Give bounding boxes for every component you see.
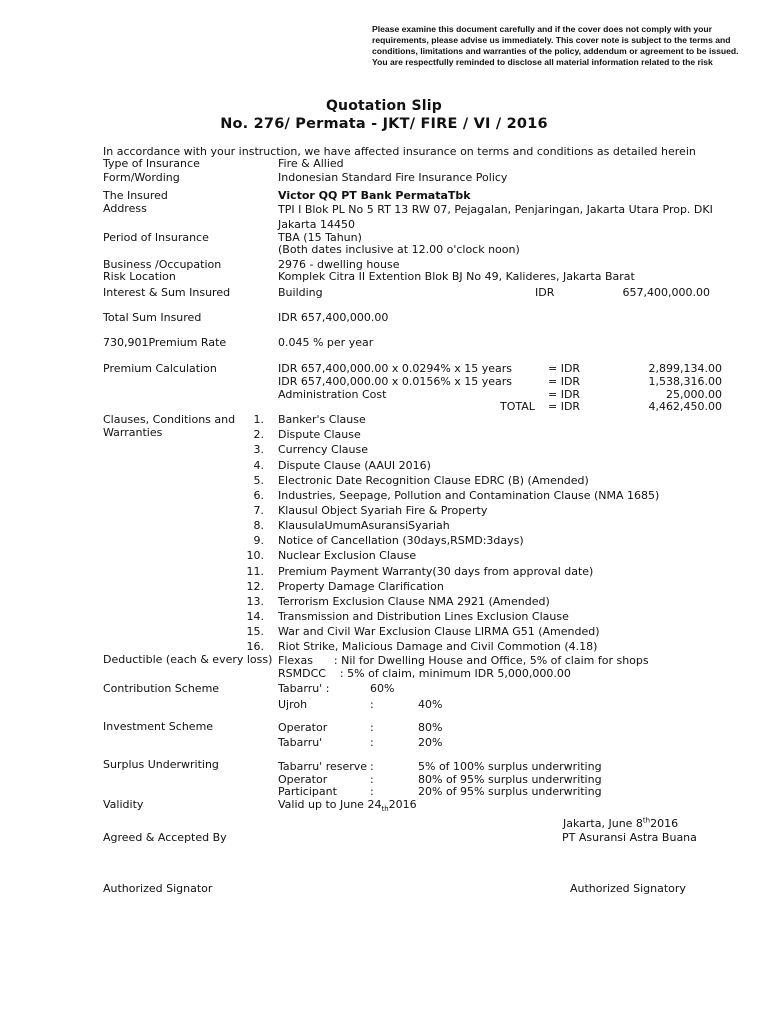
premium-row-amount: 25,000.00 [666,388,722,401]
clause-item: Transmission and Distribution Lines Exclusion Clause [278,610,569,623]
clause-item: Banker's Clause [278,413,366,426]
surplus-value: 5% of 100% surplus underwriting [418,760,602,773]
type-value: Fire & Allied [278,157,344,170]
type-label: Type of Insurance [103,157,200,170]
surplus-value: 80% of 95% surplus underwriting [418,773,602,786]
investment-colon: : [370,721,374,734]
clause-number: 15. [246,625,264,638]
premium-rate-value: 0.045 % per year [278,336,374,349]
premium-total-eq: = IDR [548,400,581,413]
address-label: Address [103,202,147,215]
period-note: (Both dates inclusive at 12.00 o'clock noon) [278,243,520,256]
period-label: Period of Insurance [103,231,209,244]
clause-item: Industries, Seepage, Pollution and Contamination Clause (NMA 1685) [278,489,660,502]
investment-colon: : [370,736,374,749]
surplus-colon: : [370,760,374,773]
clause-number: 10. [246,549,264,562]
clause-item: Nuclear Exclusion Clause [278,549,417,562]
ujroh-colon: : [370,698,374,711]
period-value: TBA (15 Tahun) [278,231,362,244]
contribution-label: Contribution Scheme [103,682,220,695]
clause-item: War and Civil War Exclusion Clause LIRMA G51 (Amended) [278,625,600,638]
clause-item: Dispute Clause [278,428,361,441]
investment-key: Operator [278,721,328,734]
clause-number: 14. [246,610,264,623]
surplus-label: Surplus Underwriting [103,758,219,771]
clause-number: 4. [253,459,264,472]
premium-row-desc: IDR 657,400,000.00 x 0.0294% x 15 years [278,362,513,375]
notice-text: Please examine this document carefully and if the cover does not comply with your requirements, please advise us immediately. This cover note is subject to the terms and conditions, limitations and warranties of the policy, addendum or agreement to be issued. You are respectfully reminded to disclose all material information related to the risk [372,24,739,67]
clauses-label-line-1: Clauses, Conditions and [103,413,236,426]
premium-row-amount: 1,538,316.00 [648,375,722,388]
surplus-value: 20% of 95% surplus underwriting [418,785,602,798]
premium-row-desc: IDR 657,400,000.00 x 0.0156% x 15 years [278,375,513,388]
clause-item: KlausulaUmumAsuransiSyariah [278,519,450,532]
clause-number: 16. [246,640,264,653]
ujroh-value: 40% [418,698,443,711]
premium-total-label: TOTAL [500,400,535,413]
risk-value: Komplek Citra II Extention Blok BJ No 49, Kalideres, Jakarta Barat [278,270,635,283]
deductible-line-2: RSMDCC : 5% of claim, minimum IDR 5,000,000.00 [278,667,571,680]
interest-currency: IDR [535,286,555,299]
insured-value: Victor QQ PT Bank PermataTbk [278,189,471,202]
clause-number: 12. [246,580,264,593]
clause-item: Currency Clause [278,443,369,456]
premium-row-eq: = IDR [548,375,581,388]
deductible-line-1: Flexas : Nil for Dwelling House and Office, 5% of claim for shops [278,654,649,667]
address-line-1: TPI I Blok PL No 5 RT 13 RW 07, Pejagalan, Penjaringan, Jakarta Utara Prop. DKI [278,203,713,216]
document-title: Quotation Slip [325,98,443,114]
premium-row-eq: = IDR [548,388,581,401]
clause-number: 5. [253,474,264,487]
clauses-label-line-2: Warranties [103,426,163,439]
investment-key: Tabarru' [278,736,323,749]
interest-amount: 657,400,000.00 [622,286,710,299]
clause-number: 6. [253,489,264,502]
clause-number: 8. [253,519,264,532]
clause-number: 9. [253,534,264,547]
quotation-number: No. 276/ Permata - JKT/ FIRE / VI / 2016 [220,116,548,132]
clause-number: 1. [253,413,264,426]
investment-value: 80% [418,721,443,734]
business-value: 2976 - dwelling house [278,258,400,271]
interest-item: Building [278,286,323,299]
company-name: PT Asuransi Astra Buana [562,831,697,844]
premium-row-desc: Administration Cost [278,388,387,401]
surplus-key: Operator [278,773,328,786]
total-sum-value: IDR 657,400,000.00 [278,311,389,324]
premium-calc-label: Premium Calculation [103,362,217,375]
validity-value: Valid up to June $24_{th}2016$ [278,798,417,814]
address-line-2: Jakarta 14450 [278,218,355,231]
surplus-key: Tabarru' reserve [278,760,368,773]
clause-item: Klausul Object Syariah Fire & Property [278,504,488,517]
validity-label: Validity [103,798,144,811]
form-value: Indonesian Standard Fire Insurance Policy [278,171,508,184]
clause-number: 2. [253,428,264,441]
clause-number: 3. [253,443,264,456]
clause-item: Notice of Cancellation (30days,RSMD:3days) [278,534,524,547]
clause-item: Premium Payment Warranty(30 days from approval date) [278,565,594,578]
form-label: Form/Wording [103,171,180,184]
premium-row-eq: = IDR [548,362,581,375]
ujroh-label: Ujroh [278,698,308,711]
clause-number: 13. [246,595,264,608]
premium-rate-label: 730,901Premium Rate [103,336,227,349]
insured-label: The Insured [103,189,168,202]
investment-label: Investment Scheme [103,720,214,733]
intro-text: In accordance with your instruction, we have affected insurance on terms and conditions as detailed herein [103,145,696,158]
clause-item: Riot Strike, Malicious Damage and Civil Commotion (4.18) [278,640,598,653]
clause-number: 7. [253,504,264,517]
premium-row-amount: 2,899,134.00 [648,362,722,375]
surplus-key: Participant [278,785,337,798]
clause-item: Dispute Clause (AAUI 2016) [278,459,431,472]
agreed-accepted: Agreed & Accepted By [103,831,227,844]
clause-item: Terrorism Exclusion Clause NMA 2921 (Amended) [278,595,550,608]
tabarru-value: 60% [370,682,395,695]
premium-total-amount: 4,462,450.00 [648,400,722,413]
interest-label: Interest & Sum Insured [103,286,231,299]
clause-item: Property Damage Clarification [278,580,444,593]
place-date: Jakarta, June 8th2016 [563,816,679,830]
total-sum-label: Total Sum Insured [103,311,202,324]
investment-value: 20% [418,736,443,749]
clause-item: Electronic Date Recognition Clause EDRC (B) (Amended) [278,474,589,487]
signature-right: Authorized Signatory [570,882,686,895]
clause-number: 11. [246,565,264,578]
surplus-colon: : [370,773,374,786]
signature-left: Authorized Signator [103,882,213,895]
tabarru-label: Tabarru' : [278,682,330,695]
risk-label: Risk Location [103,270,176,283]
deductible-label: Deductible (each & every loss) [103,653,273,666]
surplus-colon: : [370,785,374,798]
business-label: Business /Occupation [103,258,222,271]
